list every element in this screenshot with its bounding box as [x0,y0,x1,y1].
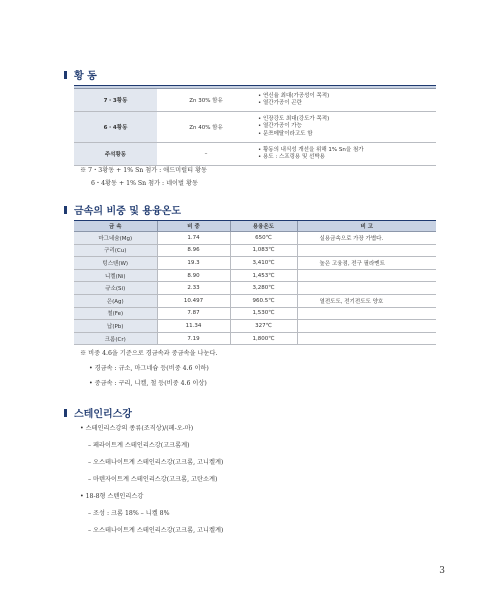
table-row [74,282,436,295]
stainless-line: – 오스테나이트계 스테인리스강(고크롬, 고니켈계) [88,459,224,466]
section-marker [64,206,67,214]
remark: 높은 고융점, 전구 필라멘트 [297,257,436,270]
table-header-row [74,221,436,232]
alloy-name: 주석황동 [74,143,157,166]
section-marker [64,409,67,417]
header-remarks: 비 고 [297,221,436,232]
metals-note: ※ 비중 4.6을 기준으로 경금속과 중금속을 나눈다. [80,350,218,357]
alloy-composition: Zn 40% 함유 [157,112,255,143]
brass-note-2: 6・4황동 + 1% Sn 첨가 : 네이벌 황동 [91,180,198,187]
melting-point-value: 1,083℃ [230,244,297,257]
melting-point-value: 1,453℃ [230,269,297,282]
metal-name: 텅스텐(W) [74,257,157,270]
table-row [74,307,436,320]
melting-point-value: 650℃ [230,232,297,245]
melting-point-value: 1,530℃ [230,307,297,320]
table-row [74,320,436,333]
alloy-notes [255,112,436,143]
density-value: 10.497 [157,294,230,307]
melting-point-value: 3,280℃ [230,282,297,295]
stainless-line: – 조성 : 크롬 18% – 니켈 8% [88,510,170,517]
density-value: 7.19 [157,332,230,345]
metal-name: 구리(Cu) [74,244,157,257]
stainless-line: – 페라이트계 스테인리스강(고크롬계) [88,442,190,449]
section-title-brass [64,67,97,82]
remark [297,332,436,345]
note-line: • 황동의 내식성 개선을 위해 1% Sn을 첨가 [258,146,364,153]
melting-point-value: 960.5℃ [230,294,297,307]
table-row [74,232,436,245]
table-row [74,89,436,112]
alloy-composition: Zn 30% 함유 [157,89,255,112]
light-metal-note: • 경금속 : 규소, 마그네슘 등(비중 4.6 이하) [89,365,209,372]
note-line: • 열간가공이 곤란 [258,100,302,106]
density-value: 7.87 [157,307,230,320]
alloy-notes [255,143,436,166]
note-line: • 인장강도 최대(강도가 목적) [258,116,330,123]
remark [297,282,436,295]
table-row [74,294,436,307]
brass-note-1: ※ 7・3황동 + 1% Sn 첨가 : 애드미럴티 황동 [80,167,208,174]
note-line: • 연신율 최대(가공성이 목적) [258,92,330,99]
metal-name: 크롬(Cr) [74,332,157,345]
density-value: 11.34 [157,320,230,333]
remark: 열전도도, 전기전도도 양호 [297,294,436,307]
metal-name: 규소(Si) [74,282,157,295]
note-line: • 열간가공이 가능 [258,123,302,130]
stainless-line: – 마텐자이트계 스테인리스강(고크롬, 고탄소계) [88,476,218,483]
table-row [74,269,436,282]
table-row [74,257,436,270]
metal-name: 철(Fe) [74,307,157,320]
metal-name: 은(Ag) [74,294,157,307]
density-value: 8.96 [157,244,230,257]
section-title-text: 황 동 [74,71,97,82]
alloy-name: 6・4황동 [74,112,157,143]
heavy-metal-note: • 중금속 : 구리, 니켈, 철 등(비중 4.6 이상) [89,380,207,387]
header-density: 비 중 [157,221,230,232]
note-line: • 용도 : 스프링용 및 선박용 [258,154,325,160]
section-title-text: 금속의 비중 및 용융온도 [74,206,182,217]
alloy-notes [255,89,436,112]
metal-density-table [74,220,436,345]
remark [297,307,436,320]
stainless-line: • 스테인리스강의 종류(조직상)/(페-오-마) [80,425,194,432]
density-value: 8.90 [157,269,230,282]
melting-point-value: 327℃ [230,320,297,333]
header-melting-point: 용융온도 [230,221,297,232]
section-marker [64,71,67,79]
remark [297,244,436,257]
table-row [74,112,436,143]
metal-name: 니켈(Ni) [74,269,157,282]
note-line: • 문쯔메탈이라고도 함 [258,130,313,137]
density-value: 2.33 [157,282,230,295]
section-title-text: 스테인리스강 [74,409,132,420]
melting-point-value: 3,410℃ [230,257,297,270]
metal-name: 납(Pb) [74,320,157,333]
table-row [74,143,436,166]
melting-point-value: 1,800℃ [230,332,297,345]
alloy-composition: – [157,143,255,166]
table-row [74,244,436,257]
density-value: 19.3 [157,257,230,270]
stainless-line: • 18-8형 스텐인리스강 [80,493,144,500]
remark: 실용금속으로 가장 가볍다. [297,232,436,245]
stainless-line: – 오스테나이트계 스테인리스강(고크롬, 고니켈계) [88,527,224,534]
section-title-metals [64,202,181,217]
alloy-name: 7・3황동 [74,89,157,112]
metal-name: 마그네슘(Mg) [74,232,157,245]
remark [297,269,436,282]
section-title-stainless [64,405,132,420]
density-value: 1.74 [157,232,230,245]
page-number: 3 [439,566,445,576]
brass-table [74,85,436,166]
table-row [74,332,436,345]
header-metal: 금 속 [74,221,157,232]
remark [297,320,436,333]
